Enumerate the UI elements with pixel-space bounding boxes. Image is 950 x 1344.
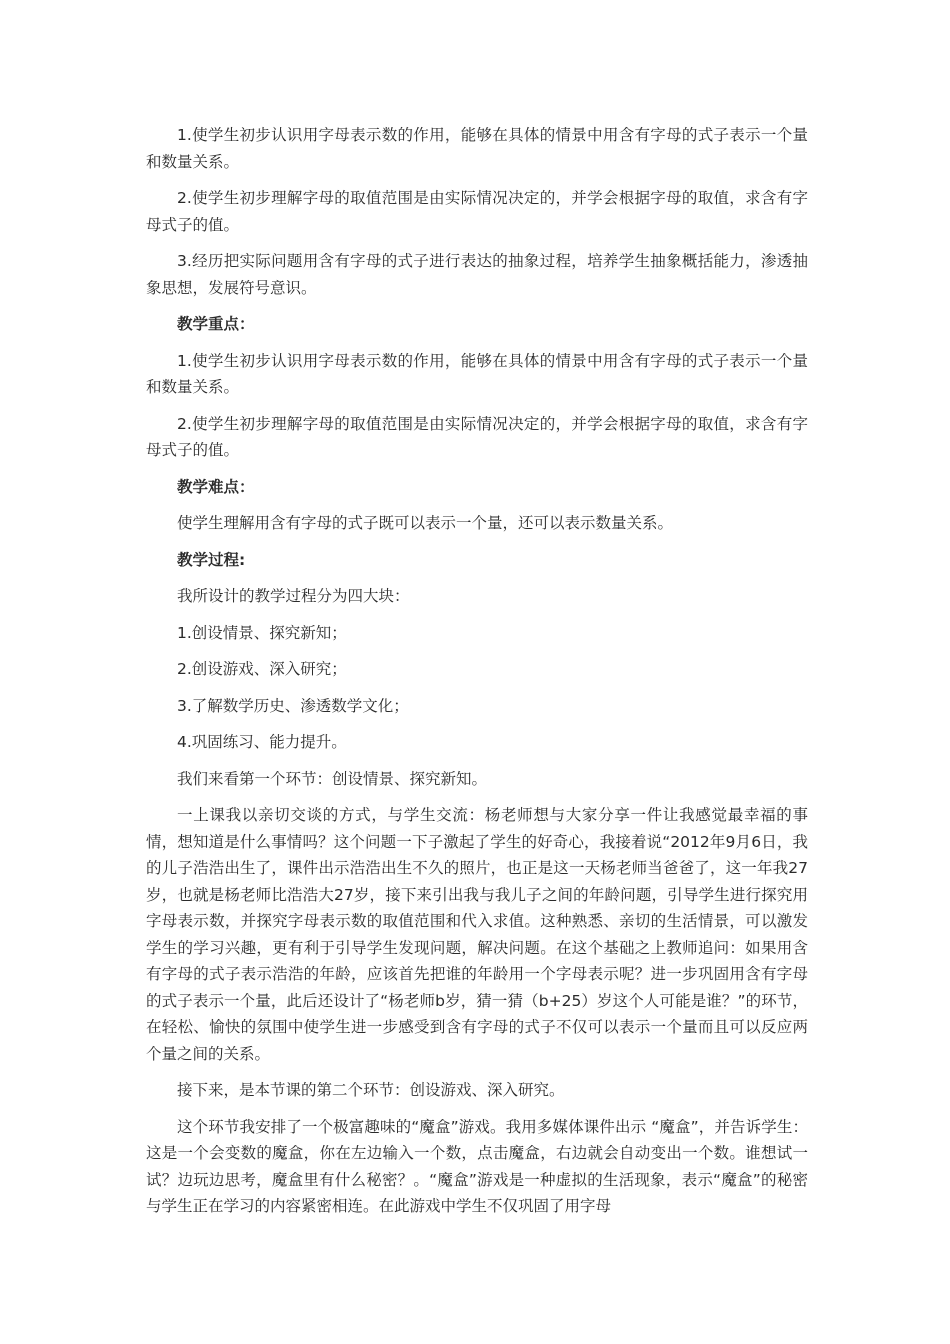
objective-3: 3.经历把实际问题用含有字母的式子进行表达的抽象过程，培养学生抽象概括能力，渗透抽象思想，发展符号意识。 [146,252,808,297]
document-body [146,122,808,1230]
section-1-intro: 我们来看第一个环节：创设情景、探究新知。 [177,769,488,788]
difficulty-text: 使学生理解用含有字母的式子既可以表示一个量，还可以表示数量关系。 [177,514,674,532]
process-step-4: 4.巩固练习、能力提升。 [177,733,347,751]
objective-1: 1.使学生初步认识用字母表示数的作用，能够在具体的情景中用含有字母的式子表示一个量和数量关系。 [146,126,808,171]
heading-difficulties: 教学难点： [177,477,255,496]
process-step-3: 3.了解数学历史、渗透数学文化； [177,696,409,715]
process-intro: 我所设计的教学过程分为四大块： [177,587,410,605]
section-2-intro: 接下来，是本节课的第二个环节：创设游戏、深入研究。 [177,1081,565,1099]
process-step-2: 2.创设游戏、深入研究； [177,660,347,678]
key-point-1: 1.使学生初步认识用字母表示数的作用，能够在具体的情景中用含有字母的式子表示一个量和数量关系。 [146,351,808,396]
objective-2: 2.使学生初步理解字母的取值范围是由实际情况决定的，并学会根据字母的取值，求含有字母式子的值。 [146,189,808,234]
key-point-2: 2.使学生初步理解字母的取值范围是由实际情况决定的，并学会根据字母的取值，求含有字母式子的值。 [146,414,808,459]
section-2-body: 这个环节我安排了一个极富趣味的“魔盒”游戏。我用多媒体课件出示 “魔盒”，并告诉学生：这是一个会变数的魔盒，你在左边输入一个数，点击魔盒，右边就会自动变出一个数。谁想试一试？边玩边思考，魔盒里有什么秘密？。“魔盒”游戏是一种虚拟的生活现象，表示“魔盒”的秘密与学生正在学习的内容紧密相连。在此游戏中学生不仅巩固了用字母 [146,1117,808,1215]
section-1-body: 一上课我以亲切交谈的方式，与学生交流：杨老师想与大家分享一件让我感觉最幸福的事情，想知道是什么事情吗？这个问题一下子激起了学生的好奇心，我接着说“2012年9月6日，我的儿子浩浩出生了，课件出示浩浩出生不久的照片，也正是这一天杨老师当爸爸了，这一年我27岁，也就是杨老师比浩浩大27岁，接下来引出我与我儿子之间的年龄问题，引导学生进行探究用字母表示数，并探究字母表示数的取值范围和代入求值。这种熟悉、亲切的生活情景，可以激发学生的学习兴趣，更有利于引导学生发现问题，解决问题。在这个基础之上教师追问：如果用含有字母的式子表示浩浩的年龄，应该首先把谁的年龄用一个字母表示呢？进一步巩固用含有字母的式子表示一个量，此后还设计了“杨老师b岁，猜一猜（b+25）岁这个人可能是谁？”的环节，在轻松、愉快的氛围中使学生进一步感受到含有字母的式子不仅可以表示一个量而且可以反应两个量之间的关系。 [146,806,808,1063]
process-step-1: 1.创设情景、探究新知； [177,623,347,642]
heading-process: 教学过程: [177,550,246,569]
heading-key-points: 教学重点： [177,315,255,333]
